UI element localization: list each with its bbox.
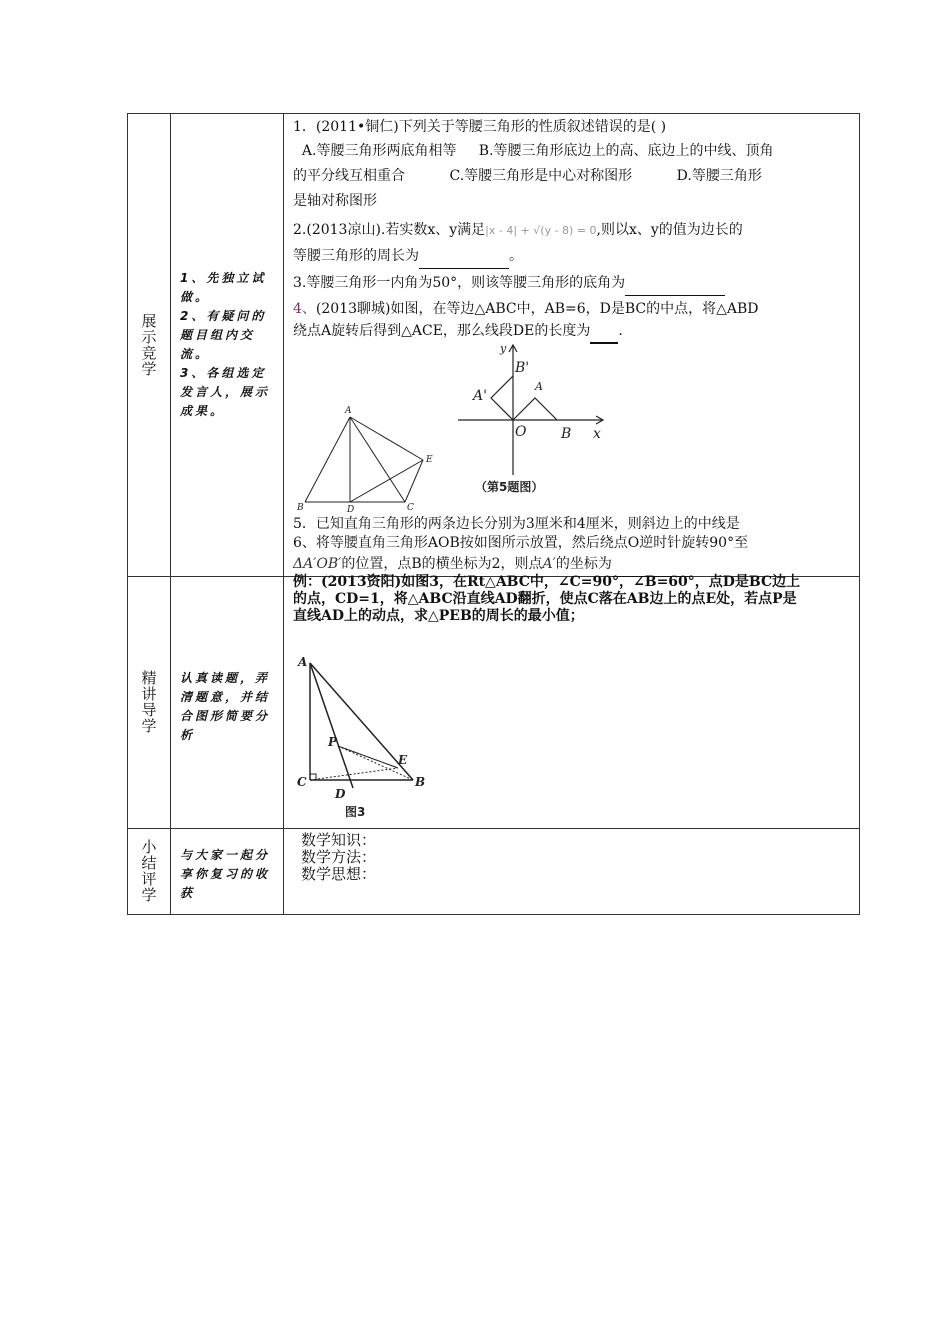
summary-content [293,828,853,914]
q2-formula: |x - 4| + √(y - 8) = 0 [485,224,597,237]
q1-stem: 1．(2011•铜仁)下列关于等腰三角形的性质叙述错误的是( ) [293,119,667,135]
q6-line2: ΔA′OB′的位置，点B的横坐标为2，则点A′的坐标为 [293,551,692,577]
q1-options-1: A.等腰三角形两底角相等 B.等腰三角形底边上的高、底边上的中线、顶角 [293,143,774,159]
fig3-label-D: D [335,787,346,801]
axis-label-x: x [593,426,601,442]
fig-label-O: O [515,424,527,440]
fig-label-B2: B [561,426,572,442]
example-line1: 例：(2013资阳)如图3，在Rt△ABC中，∠C=90°，∠B=60°，点D是BC边上 [293,574,801,590]
column-divider-2 [283,114,284,914]
section-label-lecture: 精讲导学 [139,670,158,734]
summary-thought: 数学思想： [301,865,377,883]
fig-label-D: D [347,505,355,512]
fig5-caption: （第5题图） [475,480,544,494]
summary-method: 数学方法： [301,848,377,866]
fig3-label-C: C [297,775,307,789]
coordinate-rotation-figure [453,340,623,500]
q6-line1: 6、将等腰直角三角形AOB按如图所示放置，然后绕点O逆时针旋转90°至 [293,535,749,551]
q3-line: 3.等腰三角形一内角为50°，则该等腰三角形的底角为 [293,270,725,296]
section-label-show: 展示竞学 [139,313,158,377]
equilateral-triangle-figure [295,402,445,512]
q2-line1: 2.(2013凉山).若实数x、y满足|x - 4| + √(y - 8) = 0,则以x、y的值为边长的 [293,222,743,238]
figure-3 [295,648,445,826]
example-line3: 直线AD上的动点，求△PEB的周长的最小值； [293,608,584,624]
lesson-table [127,113,860,915]
q1-options-3: 是轴对称图形 [293,193,377,209]
example-line2: 的点，CD=1，将△ABC沿直线AD翻折，使点C落在AB边上的点E处，若点P是 [293,591,797,607]
fig3-caption: 图3 [345,805,366,819]
fig-label-C: C [407,503,414,512]
fig-label-E: E [426,455,433,465]
fig-label-B: B [297,503,304,512]
q3-answer-blank[interactable] [625,277,725,296]
show-content [293,114,853,576]
fig-label-A: A [345,406,352,416]
fig3-label-P: P [328,735,338,749]
column-divider-1 [170,114,171,914]
q4-line2: 绕点A旋转后得到△ACE，那么线段DE的长度为 . [293,318,623,344]
fig3-label-E: E [398,753,408,767]
section-guide-show: 1、先独立试做。 2、有疑问的题目组内交流。 3、各组选定发言人，展示成果。 [180,271,271,418]
summary-knowledge: 数学知识： [301,831,377,849]
section-guide-lecture: 认真读题，弄清题意，并结合图形简要分析 [180,671,271,742]
fig3-label-A: A [298,655,308,669]
q5-line: 5．已知直角三角形的两条边长分别为3厘米和4厘米，则斜边上的中线是 [293,516,740,532]
section-guide-summary: 与大家一起分享你复习的收获 [180,848,271,900]
fig-label-A2: A [535,380,543,393]
axis-label-y: y [500,342,507,355]
lecture-content [293,576,853,828]
section-label-summary: 小结评学 [139,839,158,903]
fig-label-B-prime: B' [515,360,530,376]
q4-line1: 4、(2013聊城)如图，在等边△ABC中，AB=6，D是BC的中点，将△ABD [293,301,759,317]
fig-label-A-prime: A' [473,388,487,404]
fig3-label-B: B [415,775,426,789]
q1-options-2: 的平分线互相重合 C.等腰三角形是中心对称图形 D.等腰三角形 [293,168,762,184]
q2-line2: 等腰三角形的周长为 。 [293,243,523,269]
q2-answer-blank[interactable] [419,250,509,269]
